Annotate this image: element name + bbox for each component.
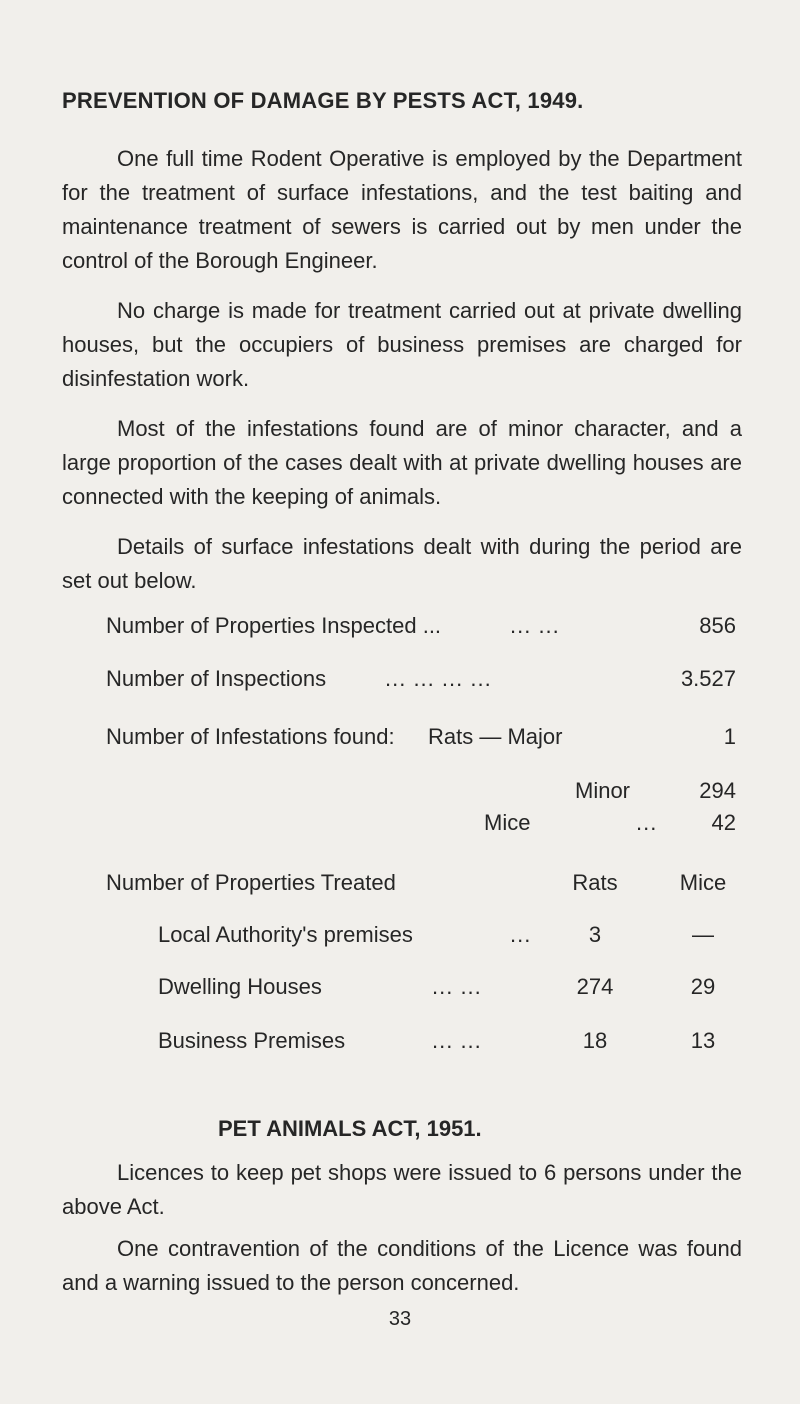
stat-label: Number of Infestations found: bbox=[106, 724, 395, 749]
paragraph-pet-licences: Licences to keep pet shops were issued to 6 persons under the above Act. bbox=[62, 1160, 742, 1219]
table-row bbox=[0, 970, 800, 1004]
leader-dots: ... bbox=[510, 922, 532, 947]
leader-dots: ... bbox=[636, 810, 658, 835]
paragraph-infestations: Most of the infestations found are of minor character, and a large proportion of the cases dealt with at private dwelling houses are connected with the keeping of animals. bbox=[62, 416, 742, 509]
mice-label: Mice bbox=[484, 810, 531, 835]
rats-value: 274 bbox=[576, 974, 614, 999]
stat-label: Number of Inspections bbox=[106, 666, 327, 691]
pet-animals-heading: PET ANIMALS ACT, 1951. bbox=[218, 1116, 482, 1141]
table-row bbox=[0, 1024, 800, 1058]
mice-value: — bbox=[692, 922, 714, 947]
leader-dots: ... ... ... ... bbox=[385, 666, 492, 691]
rats-value: 3 bbox=[588, 922, 602, 947]
leader-dots: ... ... bbox=[432, 1028, 482, 1053]
rats-major-label: Rats — Major bbox=[428, 724, 563, 749]
stat-row-properties-inspected bbox=[0, 609, 800, 643]
section-heading: PREVENTION OF DAMAGE BY PESTS ACT, 1949. bbox=[62, 88, 584, 113]
page-number: 33 bbox=[388, 1308, 412, 1330]
stat-row-infestations-rats-major bbox=[0, 720, 800, 754]
stat-row-infestations-rats-minor bbox=[0, 774, 800, 808]
column-header-mice: Mice bbox=[679, 870, 727, 895]
leader-dots: ... ... bbox=[510, 613, 560, 638]
row-label: Dwelling Houses bbox=[158, 974, 322, 999]
leader-dots: ... ... bbox=[432, 974, 482, 999]
paragraph-charges: No charge is made for treatment carried out at private dwelling houses, but the occupiers of business premises are charged for disinfestation work. bbox=[62, 298, 742, 391]
stat-row-inspections bbox=[0, 662, 800, 696]
table-row bbox=[0, 918, 800, 952]
stat-row-infestations-mice bbox=[0, 806, 800, 840]
rats-major-value: 1 bbox=[723, 724, 736, 749]
paragraph-details: Details of surface infestations dealt with during the period are set out below. bbox=[62, 534, 742, 593]
row-label: Business Premises bbox=[158, 1028, 346, 1053]
stat-value: 856 bbox=[699, 613, 736, 638]
mice-value: 13 bbox=[690, 1028, 716, 1053]
column-header-rats: Rats bbox=[572, 870, 618, 895]
rats-value: 18 bbox=[582, 1028, 608, 1053]
row-label: Local Authority's premises bbox=[158, 922, 413, 947]
rats-minor-value: 294 bbox=[699, 778, 736, 803]
paragraph-rodent-operative: One full time Rodent Operative is employed by the Department for the treatment of surface infestations, and the test baiting and maintenance treatment of sewers is carried out by men under the control of the Borough Engineer. bbox=[62, 146, 742, 273]
rats-minor-label: Minor bbox=[575, 778, 631, 803]
stat-label: Number of Properties Inspected ... bbox=[106, 613, 442, 638]
treated-label: Number of Properties Treated bbox=[106, 870, 396, 895]
stat-value: 3.527 bbox=[680, 666, 736, 691]
paragraph-contravention: One contravention of the conditions of the Licence was found and a warning issued to the person concerned. bbox=[62, 1236, 742, 1295]
mice-value: 29 bbox=[690, 974, 716, 999]
treated-header-row bbox=[0, 866, 800, 900]
mice-value: 42 bbox=[711, 810, 736, 835]
